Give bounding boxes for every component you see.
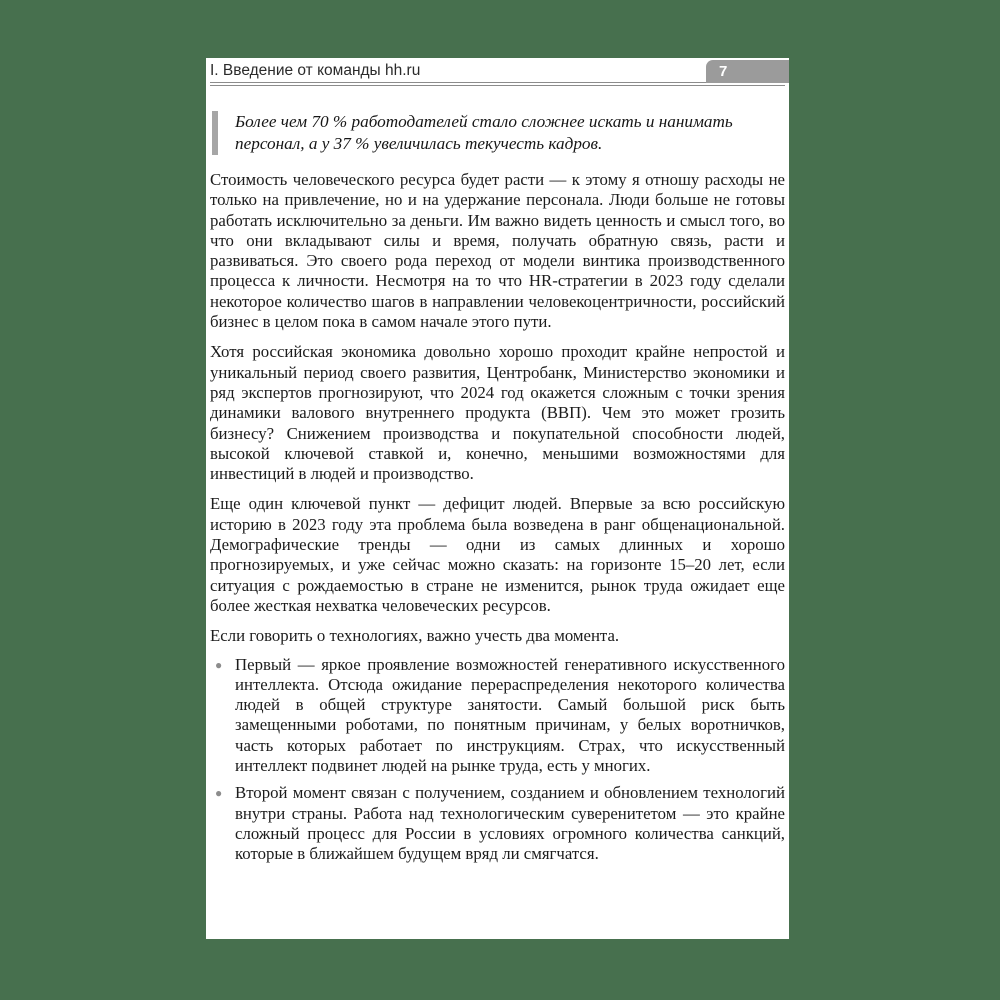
bullet-icon: ● <box>215 657 223 672</box>
running-header-title: I. Введение от команды hh.ru <box>210 62 421 79</box>
book-page <box>206 58 789 939</box>
paragraph-4: Если говорить о технологиях, важно учесть два момента. <box>210 626 620 646</box>
body-copy <box>210 170 785 647</box>
pull-quote-text: Более чем 70 % работодателей стало сложнее искать и нанимать персонал, а у 37 % увеличилась текучесть кадров. <box>235 112 733 153</box>
paragraph-1: Стоимость человеческого ресурса будет расти — к этому я отношу расходы не только на привлечение, но и на удержание персонала. Люди больше не готовы работать исключительно за деньги. Им важно видеть ценность и смысл того, во что они вкладывают силы и время, получать обратную связь, расти и развиваться. Это своего рода переход от модели винтика производственного процесса к личности. Несмотря на то что HR-стратегии в 2023 году сделали некоторое количество шагов в направлении человекоцентричности, российский бизнес в целом пока в самом начале этого пути. <box>210 170 785 332</box>
page-header <box>210 61 785 86</box>
page-number: 7 <box>719 63 728 80</box>
paragraph-2: Хотя российская экономика довольно хорошо проходит крайне непростой и уникальный период своего развития, Центробанк, Министерство экономики и ряд экспертов прогнозируют, что 2024 год окажется сложным с точки зрения динамики валового внутреннего продукта (ВВП). Чем это может грозить бизнесу? Снижением производства и покупательной способности людей, высокой ключевой ставкой и, конечно, меньшими возможностями для инвестиций в людей и производство. <box>210 342 785 484</box>
bullet-list <box>210 655 785 865</box>
pull-quote <box>210 111 785 155</box>
bullet-icon: ● <box>215 786 223 801</box>
list-item-2-text: Второй момент связан с получением, созданием и обновлением технологий внутри страны. Работа над технологическим суверенитетом — это крайне сложный процесс для России в условиях огромного количества санкций, которые в ближайшем будущем вряд ли смягчатся. <box>235 783 785 864</box>
list-item-1 <box>210 655 785 777</box>
list-item-2 <box>210 783 785 864</box>
paragraph-3: Еще один ключевой пункт — дефицит людей. Впервые за всю российскую историю в 2023 году эта проблема была возведена в ранг общенациональной. Демографические тренды — одни из самых длинных и хорошо прогнозируемых, и уже сейчас можно сказать: на горизонте 15–20 лет, если ситуация с рождаемостью в стране не изменится, рынок труда ожидает еще более жесткая нехватка человеческих ресурсов. <box>210 494 785 615</box>
page-number-tab <box>706 60 789 83</box>
list-item-1-text: Первый — яркое проявление возможностей генеративного искусственного интеллекта. Отсюда ожидание перераспределения некоторого количества людей в общей структуре занятости. Самый большой риск быть замещенными роботами, по понятным причинам, у белых воротничков, часть которых работает по инструкциям. Страх, что искусственный интеллект подвинет людей на рынке труда, есть у многих. <box>235 654 785 776</box>
